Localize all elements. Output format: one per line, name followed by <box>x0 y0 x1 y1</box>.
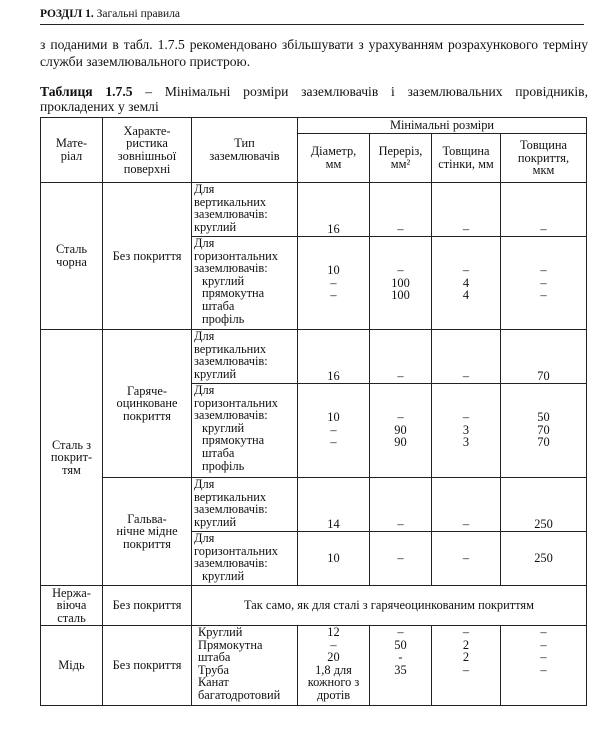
cell-section: – <box>370 532 432 586</box>
surface-black-steel: Без покриття <box>103 183 192 330</box>
header-section: Переріз, мм² <box>370 134 432 183</box>
cell-section: – 90 90 <box>370 384 432 478</box>
surface-stainless: Без покриття <box>103 586 192 626</box>
table-row <box>41 478 587 532</box>
material-coated-steel: Сталь з покрит- тям <box>41 330 103 586</box>
page-header <box>40 6 584 25</box>
surface-hot-dip: Гаряче- оцинковане покриття <box>103 330 192 478</box>
type-horizontal-strip: прямокутна штаба <box>202 433 265 460</box>
header-material: Мате- ріал <box>41 118 103 183</box>
type-vertical: Для вертикальних заземлювачів: круглий <box>192 330 298 384</box>
header-surface: Характе- ристика зовнішньої поверхні <box>103 118 192 183</box>
header-coating: Товщина покриття, мкм <box>501 134 587 183</box>
intro-paragraph: з поданими в табл. 1.7.5 рекомендовано збільшувати з урахуванням розрахункового терміну служби заземлювального пристрою. <box>40 37 588 69</box>
cell-section: – <box>370 478 432 532</box>
min-sizes-table <box>40 117 587 706</box>
table-row <box>41 183 587 237</box>
type-horizontal <box>192 237 298 330</box>
cell-wall: – <box>432 478 501 532</box>
type-horizontal-profile: профіль <box>202 311 245 326</box>
cell-coating: – – – <box>501 237 587 330</box>
cell-diameter: 10 – – <box>298 237 370 330</box>
cell-wall: – 2 2 – <box>432 626 501 706</box>
cell-wall: – <box>432 330 501 384</box>
cell-section: – <box>370 183 432 237</box>
table-caption <box>40 84 588 114</box>
material-stainless: Нержа- віюча сталь <box>41 586 103 626</box>
table-label: Таблиця 1.7.5 <box>40 84 133 99</box>
cell-diameter: 10 – – <box>298 384 370 478</box>
cell-coating: 50 70 70 <box>501 384 587 478</box>
cell-wall: – <box>432 183 501 237</box>
type-vertical: Для вертикальних заземлювачів: круглий <box>192 183 298 237</box>
cell-coating: 250 <box>501 478 587 532</box>
cell-section: – <box>370 330 432 384</box>
cell-wall: – 4 4 <box>432 237 501 330</box>
copper-types: Круглий Прямокутна штаба Труба Канат багатодротовий <box>192 626 298 706</box>
type-horizontal-profile: профіль <box>202 458 245 473</box>
table-row <box>41 586 587 626</box>
header-min-sizes: Мінімальні розміри <box>298 118 587 134</box>
cell-section: – 50 - 35 <box>370 626 432 706</box>
cell-diameter: 16 <box>298 183 370 237</box>
section-title: Загальні правила <box>96 8 181 20</box>
type-vertical: Для вертикальних заземлювачів: круглий <box>192 478 298 532</box>
type-horizontal-strip: прямокутна штаба <box>202 286 265 313</box>
cell-coating: 250 <box>501 532 587 586</box>
material-copper: Мідь <box>41 626 103 706</box>
type-horizontal-head: Для горизонтальних заземлювачів: <box>194 383 278 423</box>
header-wall: Товщина стінки, мм <box>432 134 501 183</box>
stainless-note: Так само, як для сталі з гарячеоцинкованим покриттям <box>192 586 587 626</box>
table-row <box>41 626 587 706</box>
surface-copper: Без покриття <box>103 626 192 706</box>
cell-wall: – 3 3 <box>432 384 501 478</box>
table-row <box>41 330 587 384</box>
type-horizontal-head: Для горизонтальних заземлювачів: <box>194 531 278 571</box>
cell-coating: 70 <box>501 330 587 384</box>
cell-diameter: 10 <box>298 532 370 586</box>
cell-coating: – <box>501 183 587 237</box>
table-caption-text: – Мінімальні розміри заземлювачів і заземлювальних провідників, прокладених у землі <box>40 84 589 114</box>
cell-diameter: 14 <box>298 478 370 532</box>
cell-wall: – <box>432 532 501 586</box>
header-diameter: Діаметр, мм <box>298 134 370 183</box>
surface-galvanic-copper: Гальва- нічне мідне покриття <box>103 478 192 586</box>
type-horizontal-round: круглий <box>202 273 245 288</box>
type-horizontal-round: круглий <box>202 420 245 435</box>
cell-section: – 100 100 <box>370 237 432 330</box>
section-label: РОЗДІЛ 1. <box>40 8 94 20</box>
type-horizontal <box>192 532 298 586</box>
material-black-steel: Сталь чорна <box>41 183 103 330</box>
cell-diameter: 12 – 20 1,8 для кожного з дротів <box>298 626 370 706</box>
type-horizontal-head: Для горизонтальних заземлювачів: <box>194 236 278 276</box>
header-type: Тип заземлювачів <box>192 118 298 183</box>
cell-coating: – – – – <box>501 626 587 706</box>
type-horizontal-round: круглий <box>202 568 245 583</box>
cell-diameter: 16 <box>298 330 370 384</box>
type-horizontal <box>192 384 298 478</box>
